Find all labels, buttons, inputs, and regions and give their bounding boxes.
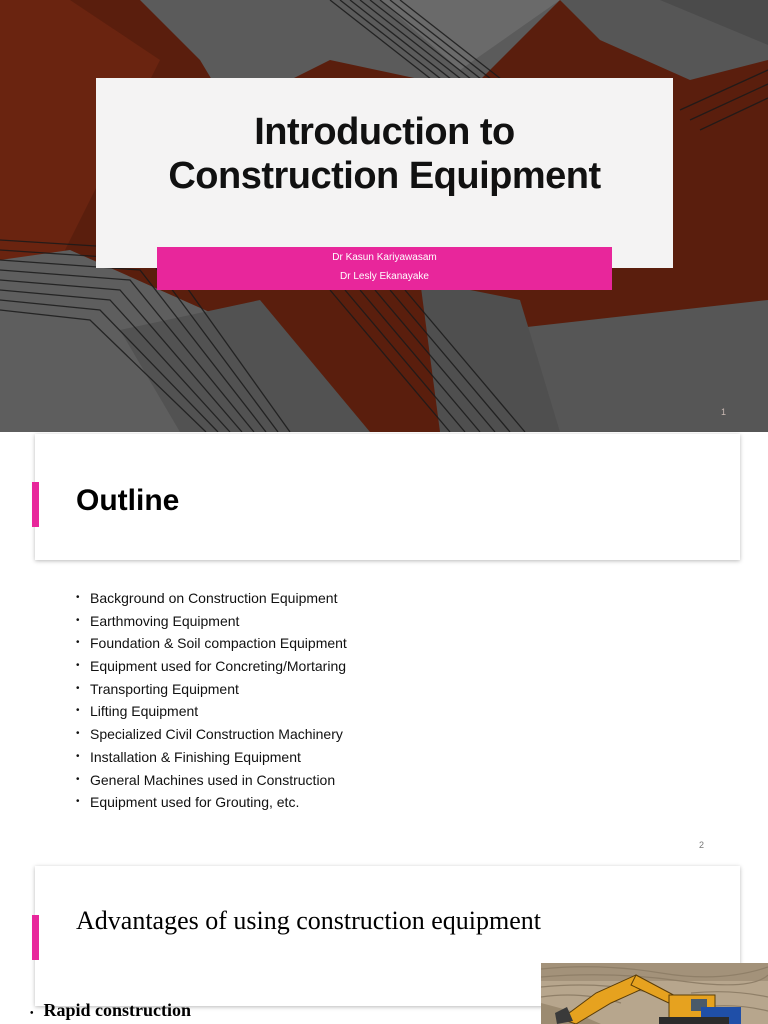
accent-bar: [32, 915, 39, 960]
list-item: • Background on Construction Equipment: [76, 590, 338, 606]
list-item: • Installation & Finishing Equipment: [76, 748, 301, 765]
list-item: • Equipment used for Concreting/Mortaring: [76, 658, 347, 675]
outline-list: [76, 589, 347, 816]
list-item: • Foundation & Soil compaction Equipment: [76, 635, 347, 652]
page-number: 1: [720, 407, 726, 417]
slide-title: Outline: [76, 484, 180, 517]
title-slide: [0, 0, 768, 432]
excavator-photo: [541, 963, 768, 1024]
accent-bar: [32, 482, 39, 527]
list-item: • Earthmoving Equipment: [76, 612, 240, 629]
outline-slide: [0, 432, 768, 860]
list-item: • General Machines used in Construction: [76, 771, 336, 788]
list-item: • Rapid construction: [30, 1000, 192, 1020]
advantages-slide: [0, 860, 768, 1024]
excavator-image: [541, 963, 768, 1024]
slide-title: Advantages of using construction equipment: [76, 906, 542, 935]
list-item: • Specialized Civil Construction Machinery: [76, 726, 343, 743]
title-box: [96, 78, 673, 268]
author-name: Dr Lesly Ekanayake: [340, 271, 429, 282]
presentation-title: Introduction to Construction Equipment: [168, 111, 601, 197]
author-box: [157, 247, 612, 290]
page-number: 2: [698, 840, 704, 850]
author-name: Dr Kasun Kariyawasam: [332, 252, 437, 263]
list-item: • Equipment used for Grouting, etc.: [76, 794, 300, 811]
list-item: • Lifting Equipment: [76, 703, 199, 720]
list-item: • Transporting Equipment: [76, 680, 239, 697]
